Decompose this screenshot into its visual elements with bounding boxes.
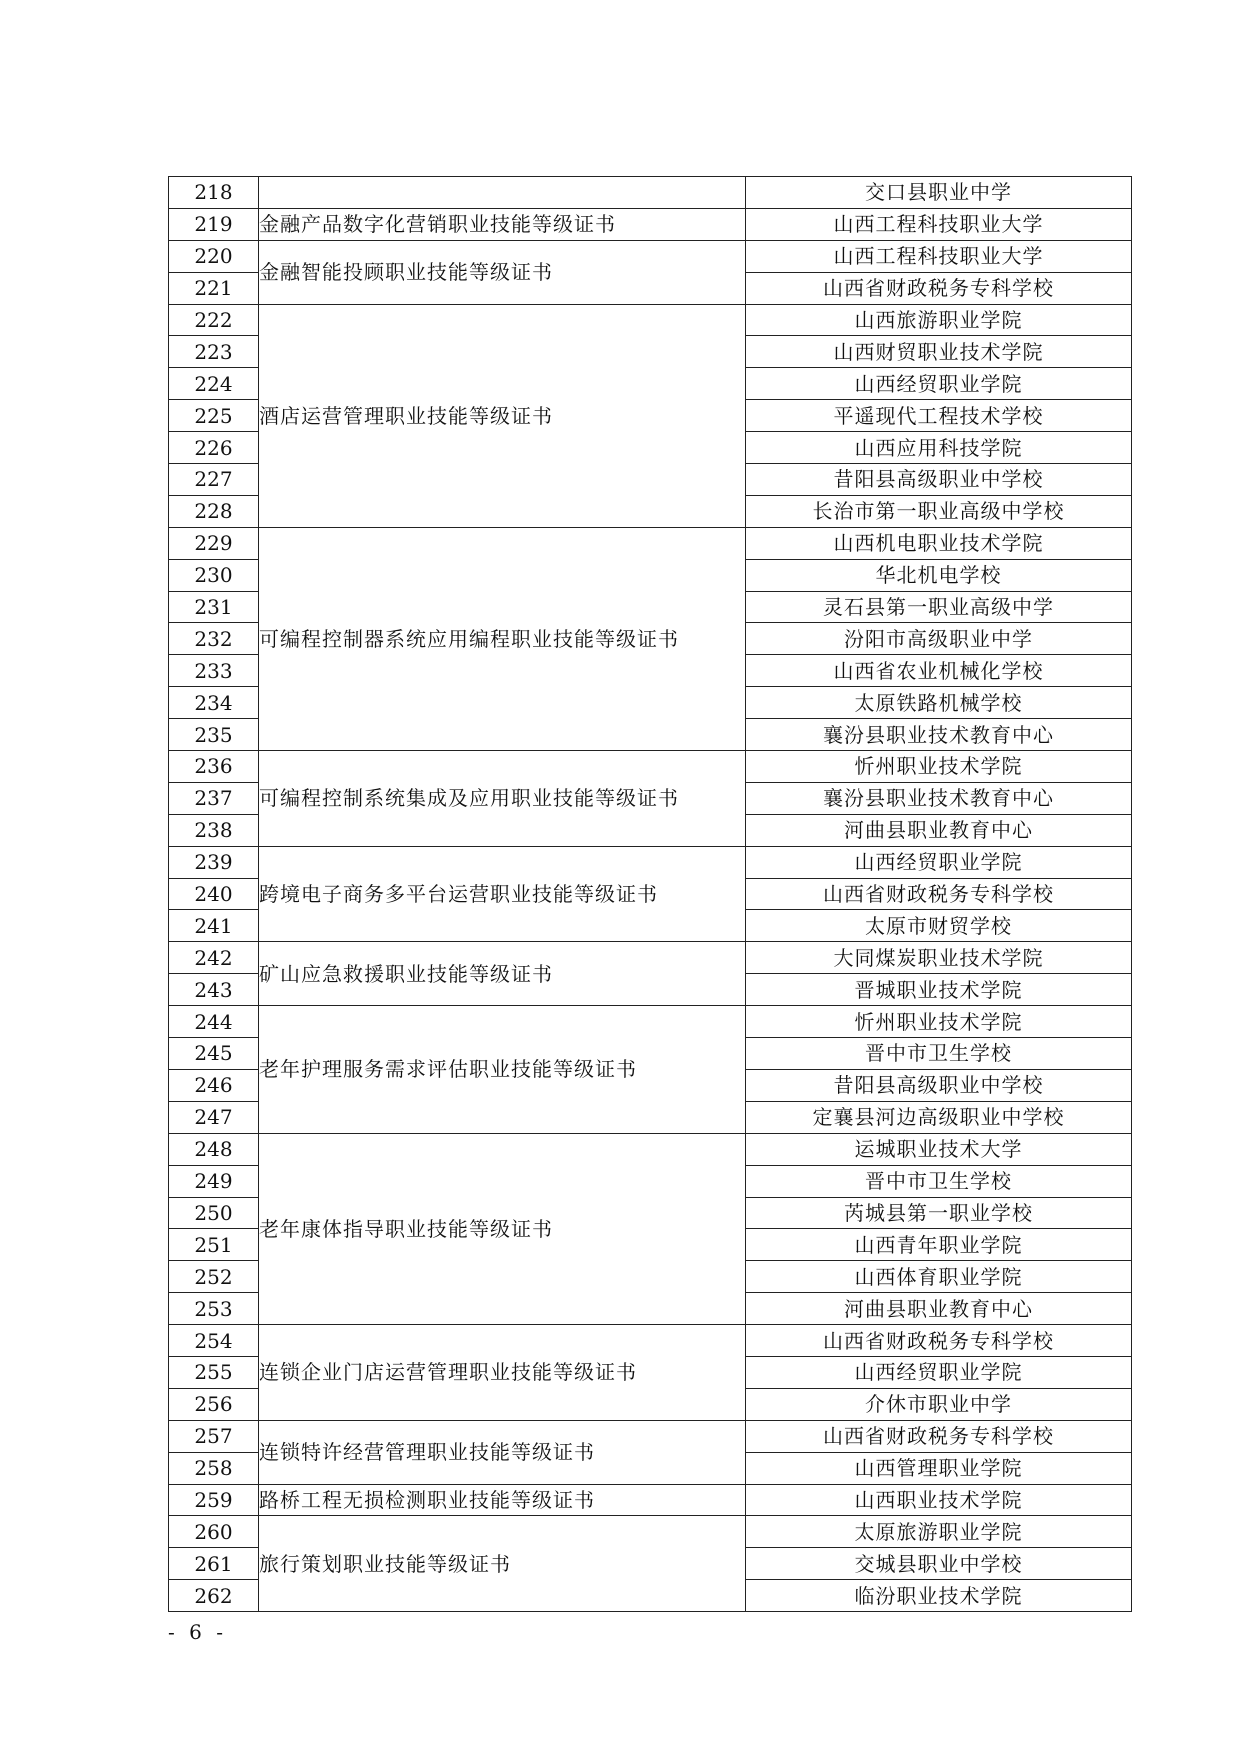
row-number: 262 bbox=[169, 1580, 259, 1612]
row-number: 218 bbox=[169, 177, 259, 209]
table-row bbox=[169, 1420, 1132, 1452]
school-name: 忻州职业技术学院 bbox=[746, 1006, 1132, 1038]
school-name: 山西经贸职业学院 bbox=[746, 1356, 1132, 1388]
row-number: 222 bbox=[169, 304, 259, 336]
row-number: 236 bbox=[169, 751, 259, 783]
row-number: 234 bbox=[169, 687, 259, 719]
row-number: 241 bbox=[169, 910, 259, 942]
school-name: 晋城职业技术学院 bbox=[746, 974, 1132, 1006]
row-number: 219 bbox=[169, 208, 259, 240]
certificate-name: 旅行策划职业技能等级证书 bbox=[259, 1516, 746, 1612]
school-name: 临汾职业技术学院 bbox=[746, 1580, 1132, 1612]
table-row bbox=[169, 527, 1132, 559]
page-number: - 6 - bbox=[168, 1620, 227, 1644]
table-row bbox=[169, 208, 1132, 240]
row-number: 247 bbox=[169, 1101, 259, 1133]
school-name: 忻州职业技术学院 bbox=[746, 751, 1132, 783]
school-name: 芮城县第一职业学校 bbox=[746, 1197, 1132, 1229]
row-number: 233 bbox=[169, 655, 259, 687]
school-name: 交口县职业中学 bbox=[746, 177, 1132, 209]
school-name: 山西职业技术学院 bbox=[746, 1484, 1132, 1516]
row-number: 228 bbox=[169, 495, 259, 527]
school-name: 晋中市卫生学校 bbox=[746, 1165, 1132, 1197]
school-name: 山西经贸职业学院 bbox=[746, 846, 1132, 878]
school-name: 山西应用科技学院 bbox=[746, 432, 1132, 464]
school-name: 大同煤炭职业技术学院 bbox=[746, 942, 1132, 974]
school-name: 山西经贸职业学院 bbox=[746, 368, 1132, 400]
row-number: 223 bbox=[169, 336, 259, 368]
school-name: 山西体育职业学院 bbox=[746, 1261, 1132, 1293]
row-number: 249 bbox=[169, 1165, 259, 1197]
school-name: 平遥现代工程技术学校 bbox=[746, 400, 1132, 432]
school-name: 昔阳县高级职业中学校 bbox=[746, 464, 1132, 496]
row-number: 243 bbox=[169, 974, 259, 1006]
certificate-name: 可编程控制系统集成及应用职业技能等级证书 bbox=[259, 751, 746, 847]
certificate-name: 金融智能投顾职业技能等级证书 bbox=[259, 240, 746, 304]
row-number: 253 bbox=[169, 1293, 259, 1325]
table-body bbox=[169, 177, 1132, 1612]
school-name: 山西旅游职业学院 bbox=[746, 304, 1132, 336]
certificate-name bbox=[259, 177, 746, 209]
school-name: 太原铁路机械学校 bbox=[746, 687, 1132, 719]
row-number: 231 bbox=[169, 591, 259, 623]
school-name: 汾阳市高级职业中学 bbox=[746, 623, 1132, 655]
row-number: 252 bbox=[169, 1261, 259, 1293]
certificate-name: 矿山应急救援职业技能等级证书 bbox=[259, 942, 746, 1006]
school-name: 河曲县职业教育中心 bbox=[746, 814, 1132, 846]
school-name: 山西省财政税务专科学校 bbox=[746, 878, 1132, 910]
row-number: 235 bbox=[169, 719, 259, 751]
certificate-table-container bbox=[168, 176, 1131, 1612]
certificate-name: 金融产品数字化营销职业技能等级证书 bbox=[259, 208, 746, 240]
table-row bbox=[169, 1325, 1132, 1357]
row-number: 224 bbox=[169, 368, 259, 400]
table-row bbox=[169, 1484, 1132, 1516]
row-number: 225 bbox=[169, 400, 259, 432]
school-name: 山西工程科技职业大学 bbox=[746, 208, 1132, 240]
school-name: 河曲县职业教育中心 bbox=[746, 1293, 1132, 1325]
row-number: 260 bbox=[169, 1516, 259, 1548]
row-number: 248 bbox=[169, 1133, 259, 1165]
row-number: 258 bbox=[169, 1452, 259, 1484]
table-row bbox=[169, 304, 1132, 336]
school-name: 晋中市卫生学校 bbox=[746, 1038, 1132, 1070]
row-number: 244 bbox=[169, 1006, 259, 1038]
school-name: 襄汾县职业技术教育中心 bbox=[746, 719, 1132, 751]
table-row bbox=[169, 1006, 1132, 1038]
certificate-name: 跨境电子商务多平台运营职业技能等级证书 bbox=[259, 846, 746, 942]
row-number: 254 bbox=[169, 1325, 259, 1357]
row-number: 226 bbox=[169, 432, 259, 464]
row-number: 242 bbox=[169, 942, 259, 974]
certificate-school-table bbox=[168, 176, 1132, 1612]
table-row bbox=[169, 1516, 1132, 1548]
school-name: 山西青年职业学院 bbox=[746, 1229, 1132, 1261]
row-number: 238 bbox=[169, 814, 259, 846]
row-number: 251 bbox=[169, 1229, 259, 1261]
table-row bbox=[169, 942, 1132, 974]
school-name: 山西省农业机械化学校 bbox=[746, 655, 1132, 687]
row-number: 245 bbox=[169, 1038, 259, 1070]
school-name: 太原市财贸学校 bbox=[746, 910, 1132, 942]
row-number: 221 bbox=[169, 272, 259, 304]
table-row bbox=[169, 240, 1132, 272]
certificate-name: 老年护理服务需求评估职业技能等级证书 bbox=[259, 1006, 746, 1134]
school-name: 山西工程科技职业大学 bbox=[746, 240, 1132, 272]
school-name: 定襄县河边高级职业中学校 bbox=[746, 1101, 1132, 1133]
row-number: 257 bbox=[169, 1420, 259, 1452]
school-name: 襄汾县职业技术教育中心 bbox=[746, 782, 1132, 814]
school-name: 运城职业技术大学 bbox=[746, 1133, 1132, 1165]
school-name: 山西省财政税务专科学校 bbox=[746, 272, 1132, 304]
certificate-name: 可编程控制器系统应用编程职业技能等级证书 bbox=[259, 527, 746, 750]
table-row bbox=[169, 751, 1132, 783]
row-number: 227 bbox=[169, 464, 259, 496]
row-number: 256 bbox=[169, 1388, 259, 1420]
school-name: 华北机电学校 bbox=[746, 559, 1132, 591]
row-number: 250 bbox=[169, 1197, 259, 1229]
school-name: 山西省财政税务专科学校 bbox=[746, 1420, 1132, 1452]
school-name: 灵石县第一职业高级中学 bbox=[746, 591, 1132, 623]
school-name: 太原旅游职业学院 bbox=[746, 1516, 1132, 1548]
certificate-name: 路桥工程无损检测职业技能等级证书 bbox=[259, 1484, 746, 1516]
row-number: 240 bbox=[169, 878, 259, 910]
certificate-name: 老年康体指导职业技能等级证书 bbox=[259, 1133, 746, 1324]
certificate-name: 酒店运营管理职业技能等级证书 bbox=[259, 304, 746, 527]
school-name: 山西管理职业学院 bbox=[746, 1452, 1132, 1484]
row-number: 220 bbox=[169, 240, 259, 272]
row-number: 239 bbox=[169, 846, 259, 878]
row-number: 237 bbox=[169, 782, 259, 814]
row-number: 246 bbox=[169, 1069, 259, 1101]
school-name: 交城县职业中学校 bbox=[746, 1548, 1132, 1580]
row-number: 261 bbox=[169, 1548, 259, 1580]
row-number: 230 bbox=[169, 559, 259, 591]
row-number: 232 bbox=[169, 623, 259, 655]
row-number: 229 bbox=[169, 527, 259, 559]
table-row bbox=[169, 177, 1132, 209]
certificate-name: 连锁企业门店运营管理职业技能等级证书 bbox=[259, 1325, 746, 1421]
school-name: 介休市职业中学 bbox=[746, 1388, 1132, 1420]
row-number: 255 bbox=[169, 1356, 259, 1388]
row-number: 259 bbox=[169, 1484, 259, 1516]
certificate-name: 连锁特许经营管理职业技能等级证书 bbox=[259, 1420, 746, 1484]
school-name: 山西省财政税务专科学校 bbox=[746, 1325, 1132, 1357]
school-name: 山西财贸职业技术学院 bbox=[746, 336, 1132, 368]
school-name: 山西机电职业技术学院 bbox=[746, 527, 1132, 559]
table-row bbox=[169, 846, 1132, 878]
school-name: 长治市第一职业高级中学校 bbox=[746, 495, 1132, 527]
table-row bbox=[169, 1133, 1132, 1165]
school-name: 昔阳县高级职业中学校 bbox=[746, 1069, 1132, 1101]
